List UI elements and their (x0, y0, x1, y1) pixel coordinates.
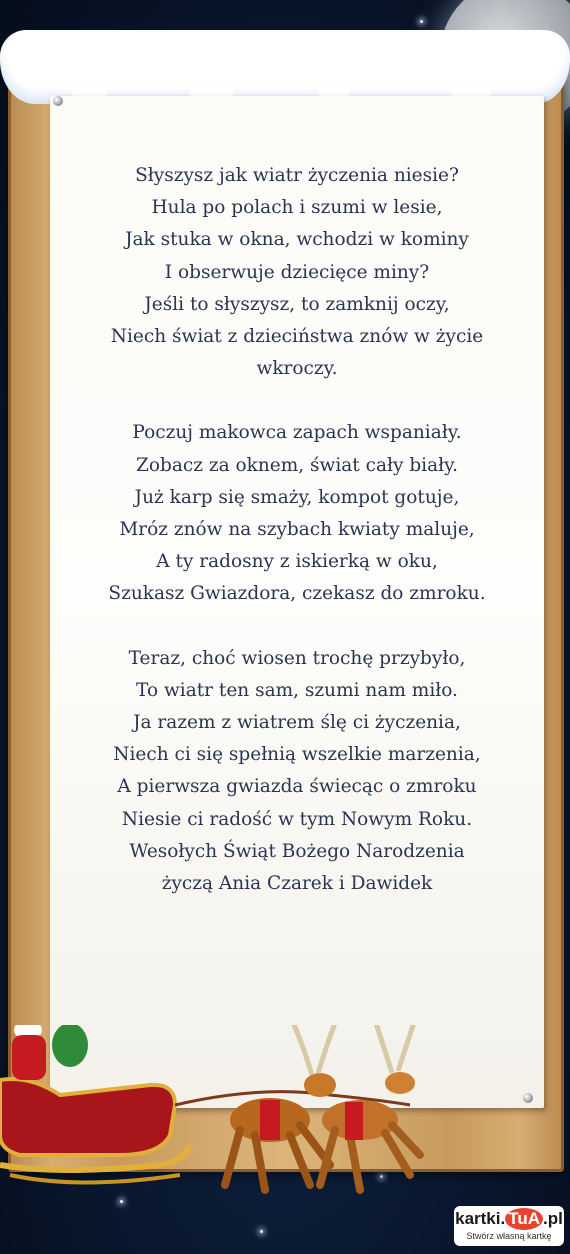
poem-line: Zobacz za oknem, świat cały biały. (136, 454, 458, 476)
santa-sleigh-icon (0, 1025, 190, 1183)
poem-line: A pierwsza gwiazda świecąc o zmroku (117, 776, 477, 798)
poem-text (50, 160, 544, 932)
poem-line: Ja razem z wiatrem ślę ci życzenia, (133, 712, 461, 734)
kartki-tua-logo[interactable] (454, 1206, 564, 1246)
poem-line: Niech świat z dzieciństwa znów w życie (110, 326, 484, 348)
logo-brand (454, 1206, 564, 1230)
poem-line: I obserwuje dziecięce miny? (164, 261, 430, 283)
poem-line: Szukasz Gwiazdora, czekasz do zmroku. (108, 583, 486, 605)
logo-tagline: Stwórz własną kartkę (466, 1231, 552, 1241)
poem-line: Mróz znów na szybach kwiaty maluje, (119, 519, 475, 541)
poem-line: Jeśli to słyszysz, to zamknij oczy, (144, 293, 450, 315)
poem-line: Hula po polach i szumi w lesie, (151, 197, 443, 219)
reindeer-icon (320, 1025, 420, 1190)
poem-line: Teraz, choć wiosen trochę przybyło, (128, 647, 466, 669)
poem-line: życzą Ania Czarek i Dawidek (161, 873, 433, 895)
poem-line: Niesie ci radość w tym Nowym Roku. (121, 808, 473, 830)
pin-icon (53, 96, 63, 106)
stanza-3 (50, 643, 544, 901)
stanza-1 (50, 160, 544, 385)
poem-line: Niech ci się spełnią wszelkie marzenia, (113, 744, 481, 766)
poem-line: Wesołych Świąt Bożego Narodzenia (129, 840, 465, 862)
logo-suffix: .pl (543, 1209, 563, 1228)
poem-line: Już karp się smaży, kompot gotuje, (134, 486, 460, 508)
logo-highlight: TuA (505, 1208, 543, 1230)
snow-cap (0, 30, 570, 100)
poem-line: Słyszysz jak wiatr życzenia niesie? (135, 165, 459, 186)
poem-line: To wiatr ten sam, szumi nam miło. (136, 679, 458, 701)
stanza-2 (50, 417, 544, 610)
poem-line: wkroczy. (256, 358, 338, 380)
poem-line: A ty radosny z iskierką w oku, (156, 551, 438, 573)
poem-line: Jak stuka w okna, wchodzi w kominy (125, 229, 469, 251)
poem-line: Poczuj makowca zapach wspaniały. (132, 422, 462, 444)
logo-prefix: kartki. (455, 1209, 506, 1228)
